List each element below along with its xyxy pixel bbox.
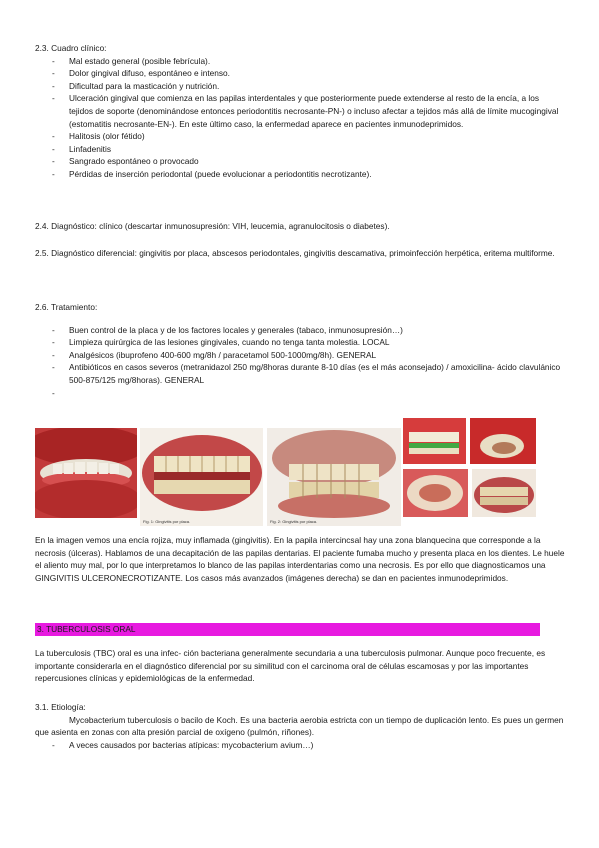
list-item: - Mycobacterium tuberculosis o bacilo de Koch. Es una bacteria aerobia estricta con un tiempo de duplicación lento. Es pues un germen que asienta en zonas con alta presión parcial de oxígeno (pulmón, riñones). [35,714,565,739]
list-item: - Analgésicos (ibuprofeno 400-600 mg/8h / paracetamol 500-1000mg/8h). GENERAL [35,349,565,362]
photo-necrotizing-1 [403,418,466,464]
section-3-intro [35,647,565,685]
paragraph: 2.4. Diagnóstico: clínico (descartar inmunosupresión: VIH, leucemia, agranulocitosis o diabetes). [35,221,390,231]
paragraph: La tuberculosis (TBC) oral es una infec- ción bacteriana generalmente secundaria a una tuberculosis pulmonar. Aunque poco frecuente, es importante considerarla en el diagnóstico diferencial por su similitud con el carcinoma oral de células escamosas y por las importantes repercusiones clínicas y epidemiológicas de la enfermedad. [35,648,546,684]
clinical-photos [35,425,565,525]
photo-necrotizing-3 [403,469,468,517]
section-heading: 3. TUBERCULOSIS ORAL [37,624,136,634]
photo-necrotizing-4 [472,469,536,517]
section-heading: 3.1. Etiología: [35,702,86,712]
list-item: - Dificultad para la masticación y nutrición. [35,80,565,93]
list-item: - Dolor gingival difuso, espontáneo e intenso. [35,67,565,80]
photo-gingivitis-lip [35,428,137,518]
section-3-1 [35,701,565,751]
paragraph: En la imagen vemos una encía rojiza, muy inflamada (gingivitis). En la papila intercincsal hay una zona blanquecina que corresponde a la necrosis (úlceras). Hablamos de una decapitación de las papilas dentarias. El paciente fumaba mucho y presenta placa en los dientes. Le huele el aliento muy mal, por lo que interpretamos lo blanco de las papilas interdentarias como una necrosis. Es por ello que diagnosticamos una GINGIVITIS ULCERONECROTIZANTE. Los casos más avanzados (imágenes derecha) se dan en pacientes inmunodeprimidos. [35,535,565,583]
photo-gingivitis-2 [267,428,401,526]
list-item: - Antibióticos en casos severos (metranidazol 250 mg/8horas durante 8-10 días (es el más aconsejado) / amoxicilina- ácido clavulánico 500-875/125 mg/8horas). GENERAL [35,361,565,386]
list-item: - Ulceración gingival que comienza en las papilas interdentales y que posteriormente puede extenderse al resto de la encía, a los tejidos de soporte (denominándose entonces periodontitis necrosante-PN-) o incluso afectar a tejidos más allá de límite mucogingival (estomatitis necrosante-EN-). En este último caso, la enfermedad aparece en pacientes inmunodeprimidos. [35,92,565,130]
list-item: - Sangrado espontáneo o provocado [35,155,565,168]
list-item: - Mal estado general (posible febrícula). [35,55,565,68]
photo-gingivitis-1 [140,428,263,526]
section-heading: 2.3. Cuadro clínico: [35,43,107,53]
list-item: - Limpieza quirúrgica de las lesiones gingivales, cuando no tenga tanta molestia. LOCAL [35,336,565,349]
list-item [35,387,565,399]
section-2-5 [35,247,565,260]
list-item: - Halitosis (olor fétido) [35,130,565,143]
list-item: - Linfadenitis [35,143,565,156]
bullet-list [35,714,565,752]
bullet-list [35,324,565,399]
section-2-6 [35,301,565,399]
section-2-3 [35,42,565,181]
list-item: - Buen control de la placa y de los factores locales y generales (tabaco, inmunosupresión…) [35,324,565,337]
section-2-4 [35,220,565,233]
section-heading: 2.6. Tratamiento: [35,302,98,312]
image-description [35,534,565,584]
photo-caption: Fig. 1: Gingivitis por placa. [143,519,191,524]
list-item: - A veces causados por bacterias atípicas: mycobacterium avium…) [35,739,565,752]
list-item: - Pérdidas de inserción periodontal (puede evolucionar a periodontitis necrotizante). [35,168,565,181]
section-3-heading-highlight [35,623,540,636]
photo-necrotizing-2 [470,418,536,464]
paragraph: 2.5. Diagnóstico diferencial: gingivitis por placa, abscesos periodontales, gingivitis descamativa, primoinfección herpética, eritema multiforme. [35,248,555,258]
bullet-list [35,55,565,181]
photo-caption: Fig. 2: Gingivitis por placa. [270,519,318,524]
